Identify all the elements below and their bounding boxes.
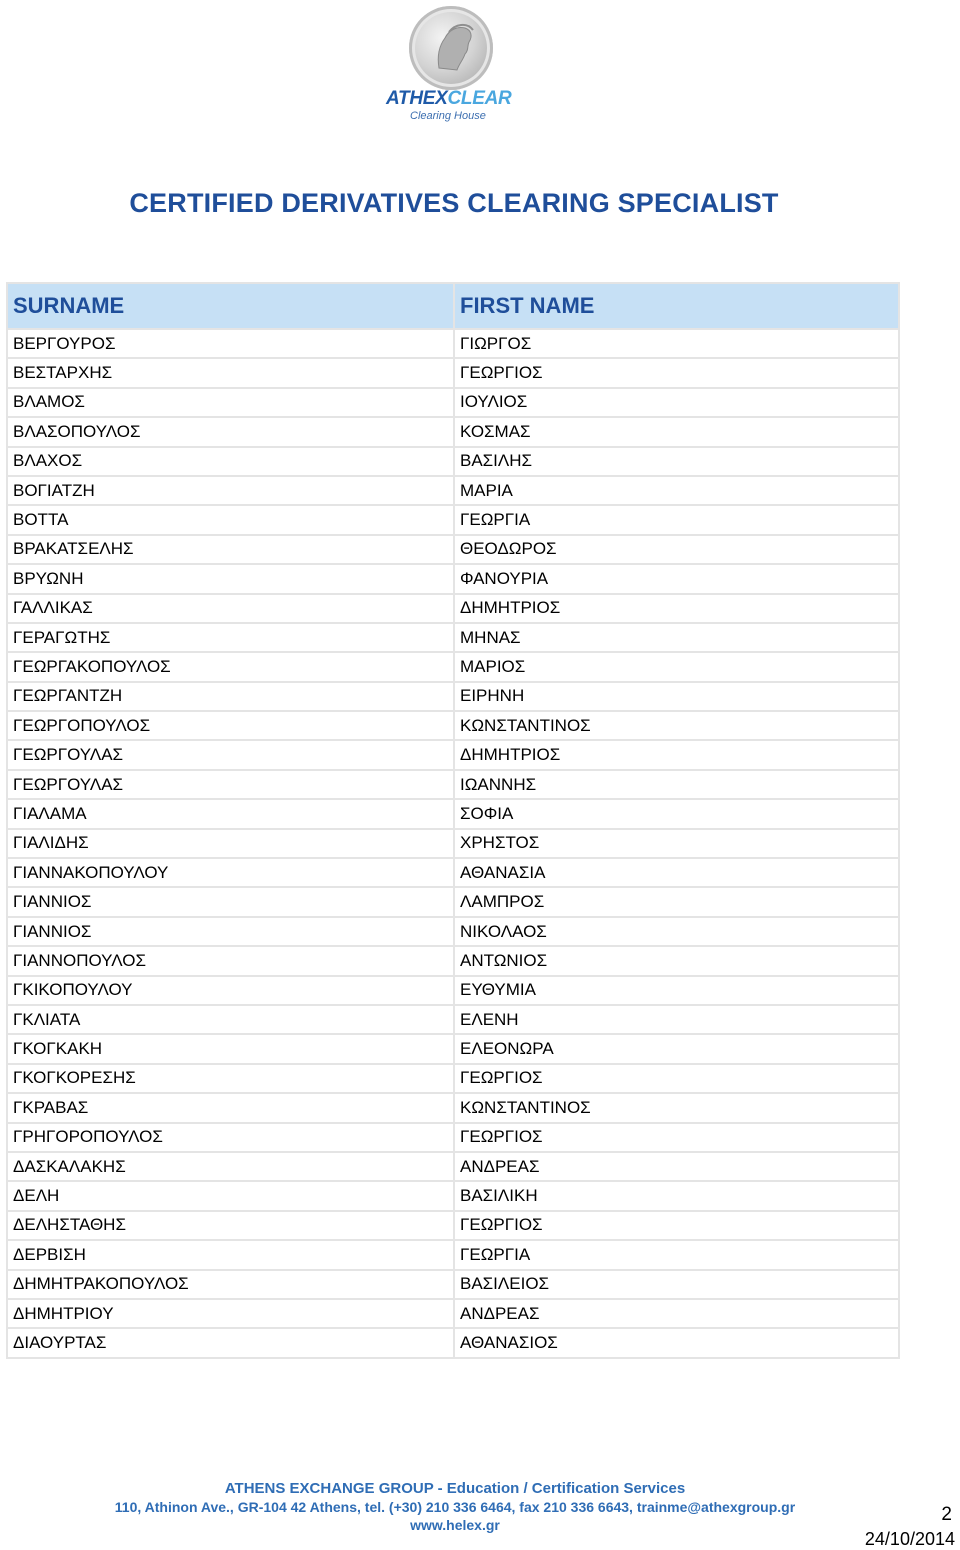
table-row	[7, 1270, 899, 1299]
table-row	[7, 594, 899, 623]
surname-cell: ΔΙΑΟΥΡΤΑΣ	[7, 1328, 454, 1357]
table-row	[7, 1064, 899, 1093]
table-row	[7, 770, 899, 799]
surname-cell: ΓΕΩΡΓΑΝΤΖΗ	[7, 682, 454, 711]
surname-cell: ΒΡΑΚΑΤΣΕΛΗΣ	[7, 535, 454, 564]
first-name-cell: ΜΗΝΑΣ	[454, 623, 899, 652]
footer-org: ATHENS EXCHANGE GROUP - Education / Certification Services	[224, 1480, 686, 1497]
surname-cell: ΒΟΤΤΑ	[7, 505, 454, 534]
table-row	[7, 1123, 899, 1152]
surname-cell: ΔΗΜΗΤΡΑΚΟΠΟΥΛΟΣ	[7, 1270, 454, 1299]
surname-cell: ΓΙΑΝΝΟΠΟΥΛΟΣ	[7, 946, 454, 975]
table-row	[7, 1299, 899, 1328]
table-row	[7, 329, 899, 358]
first-name-cell: ΑΘΑΝΑΣΙΟΣ	[454, 1328, 899, 1357]
surname-cell: ΓΙΑΝΝΙΟΣ	[7, 887, 454, 916]
surname-cell: ΒΕΣΤΑΡΧΗΣ	[7, 358, 454, 387]
surname-cell: ΔΗΜΗΤΡΙΟΥ	[7, 1299, 454, 1328]
table-row	[7, 652, 899, 681]
table-row	[7, 1093, 899, 1122]
brand-name: ATHEXCLEAR	[386, 88, 512, 109]
table-row	[7, 564, 899, 593]
table-row	[7, 1211, 899, 1240]
first-name-cell: ΑΝΔΡΕΑΣ	[454, 1152, 899, 1181]
surname-cell: ΓΙΑΛΙΔΗΣ	[7, 829, 454, 858]
surname-cell: ΓΑΛΛΙΚΑΣ	[7, 594, 454, 623]
table-row	[7, 740, 899, 769]
table-row	[7, 1005, 899, 1034]
surname-cell: ΒΛΑΜΟΣ	[7, 388, 454, 417]
first-name-cell: ΒΑΣΙΛΕΙΟΣ	[454, 1270, 899, 1299]
footer-address: 110, Athinon Ave., GR-104 42 Athens, tel. (+30) 210 336 6464, fax 210 336 6643, trainme@athexgroup.gr	[114, 1499, 796, 1515]
first-name-cell: ΓΕΩΡΓΙΟΣ	[454, 358, 899, 387]
surname-cell: ΔΕΛΗΣΤΑΘΗΣ	[7, 1211, 454, 1240]
table-row	[7, 682, 899, 711]
first-name-cell: ΦΑΝΟΥΡΙΑ	[454, 564, 899, 593]
table-row	[7, 535, 899, 564]
table-row	[7, 1034, 899, 1063]
page-title: CERTIFIED DERIVATIVES CLEARING SPECIALIST	[129, 188, 779, 218]
table-row	[7, 829, 899, 858]
first-name-cell: ΚΩΝΣΤΑΝΤΙΝΟΣ	[454, 711, 899, 740]
first-name-cell: ΓΕΩΡΓΙΟΣ	[454, 1064, 899, 1093]
surname-cell: ΓΕΩΡΓΟΠΟΥΛΟΣ	[7, 711, 454, 740]
first-name-cell: ΒΑΣΙΛΗΣ	[454, 447, 899, 476]
surname-cell: ΓΙΑΛΑΜΑ	[7, 799, 454, 828]
table-row	[7, 976, 899, 1005]
table-row	[7, 417, 899, 446]
first-name-cell: ΙΟΥΛΙΟΣ	[454, 388, 899, 417]
surname-cell: ΔΕΡΒΙΣΗ	[7, 1240, 454, 1269]
page-number: 2	[941, 1504, 952, 1525]
first-name-cell: ΝΙΚΟΛΑΟΣ	[454, 917, 899, 946]
surname-cell: ΒΡΥΩΝΗ	[7, 564, 454, 593]
table-row	[7, 623, 899, 652]
first-name-cell: ΓΕΩΡΓΙΑ	[454, 505, 899, 534]
first-name-cell: ΓΕΩΡΓΙΟΣ	[454, 1211, 899, 1240]
table-row	[7, 1328, 899, 1357]
surname-cell: ΓΚΛΙΑΤΑ	[7, 1005, 454, 1034]
surname-cell: ΓΕΩΡΓΟΥΛΑΣ	[7, 740, 454, 769]
table-row	[7, 358, 899, 387]
table-row	[7, 447, 899, 476]
table-row	[7, 1181, 899, 1210]
first-name-cell: ΓΕΩΡΓΙΟΣ	[454, 1123, 899, 1152]
surname-cell: ΓΡΗΓΟΡΟΠΟΥΛΟΣ	[7, 1123, 454, 1152]
surname-cell: ΓΚΡΑΒΑΣ	[7, 1093, 454, 1122]
table-row	[7, 1152, 899, 1181]
surname-cell: ΒΟΓΙΑΤΖΗ	[7, 476, 454, 505]
surname-cell: ΓΙΑΝΝΙΟΣ	[7, 917, 454, 946]
table-header-row	[7, 283, 899, 329]
first-name-cell: ΜΑΡΙΟΣ	[454, 652, 899, 681]
specialist-table	[6, 282, 900, 1359]
first-name-cell: ΔΗΜΗΤΡΙΟΣ	[454, 740, 899, 769]
footer	[75, 1478, 835, 1533]
column-header-first-name: FIRST NAME	[454, 283, 899, 329]
surname-cell: ΔΕΛΗ	[7, 1181, 454, 1210]
surname-cell: ΔΑΣΚΑΛΑΚΗΣ	[7, 1152, 454, 1181]
surname-cell: ΒΛΑΣΟΠΟΥΛΟΣ	[7, 417, 454, 446]
surname-cell: ΓΚΙΚΟΠΟΥΛΟΥ	[7, 976, 454, 1005]
first-name-cell: ΑΝΤΩΝΙΟΣ	[454, 946, 899, 975]
table-row	[7, 1240, 899, 1269]
first-name-cell: ΕΛΕΟΝΩΡΑ	[454, 1034, 899, 1063]
first-name-cell: ΓΙΩΡΓΟΣ	[454, 329, 899, 358]
surname-cell: ΓΚΟΓΚΑΚΗ	[7, 1034, 454, 1063]
first-name-cell: ΘΕΟΔΩΡΟΣ	[454, 535, 899, 564]
first-name-cell: ΜΑΡΙΑ	[454, 476, 899, 505]
first-name-cell: ΚΩΝΣΤΑΝΤΙΝΟΣ	[454, 1093, 899, 1122]
first-name-cell: ΣΟΦΙΑ	[454, 799, 899, 828]
first-name-cell: ΧΡΗΣΤΟΣ	[454, 829, 899, 858]
surname-cell: ΓΕΩΡΓΟΥΛΑΣ	[7, 770, 454, 799]
surname-cell: ΒΛΑΧΟΣ	[7, 447, 454, 476]
first-name-cell: ΓΕΩΡΓΙΑ	[454, 1240, 899, 1269]
table-row	[7, 917, 899, 946]
column-header-surname: SURNAME	[7, 283, 454, 329]
first-name-cell: ΑΝΔΡΕΑΣ	[454, 1299, 899, 1328]
brand-subtitle: Clearing House	[410, 110, 486, 122]
first-name-cell: ΔΗΜΗΤΡΙΟΣ	[454, 594, 899, 623]
table-row	[7, 946, 899, 975]
first-name-cell: ΙΩΑΝΝΗΣ	[454, 770, 899, 799]
surname-cell: ΓΕΡΑΓΩΤΗΣ	[7, 623, 454, 652]
coin-emblem	[409, 6, 493, 90]
athexclear-logo	[380, 4, 530, 124]
table-row	[7, 388, 899, 417]
page-date: 24/10/2014	[864, 1529, 955, 1549]
first-name-cell: ΛΑΜΠΡΟΣ	[454, 887, 899, 916]
table-row	[7, 887, 899, 916]
surname-cell: ΓΚΟΓΚΟΡΕΣΗΣ	[7, 1064, 454, 1093]
surname-cell: ΓΙΑΝΝΑΚΟΠΟΥΛΟΥ	[7, 858, 454, 887]
table-row	[7, 476, 899, 505]
first-name-cell: ΕΛΕΝΗ	[454, 1005, 899, 1034]
first-name-cell: ΕΥΘΥΜΙΑ	[454, 976, 899, 1005]
footer-website: www.helex.gr	[410, 1517, 500, 1533]
first-name-cell: ΒΑΣΙΛΙΚΗ	[454, 1181, 899, 1210]
first-name-cell: ΕΙΡΗΝΗ	[454, 682, 899, 711]
table-row	[7, 799, 899, 828]
first-name-cell: ΑΘΑΝΑΣΙΑ	[454, 858, 899, 887]
table-row	[7, 711, 899, 740]
first-name-cell: ΚΟΣΜΑΣ	[454, 417, 899, 446]
table-row	[7, 505, 899, 534]
surname-cell: ΒΕΡΓΟΥΡΟΣ	[7, 329, 454, 358]
surname-cell: ΓΕΩΡΓΑΚΟΠΟΥΛΟΣ	[7, 652, 454, 681]
table-row	[7, 858, 899, 887]
